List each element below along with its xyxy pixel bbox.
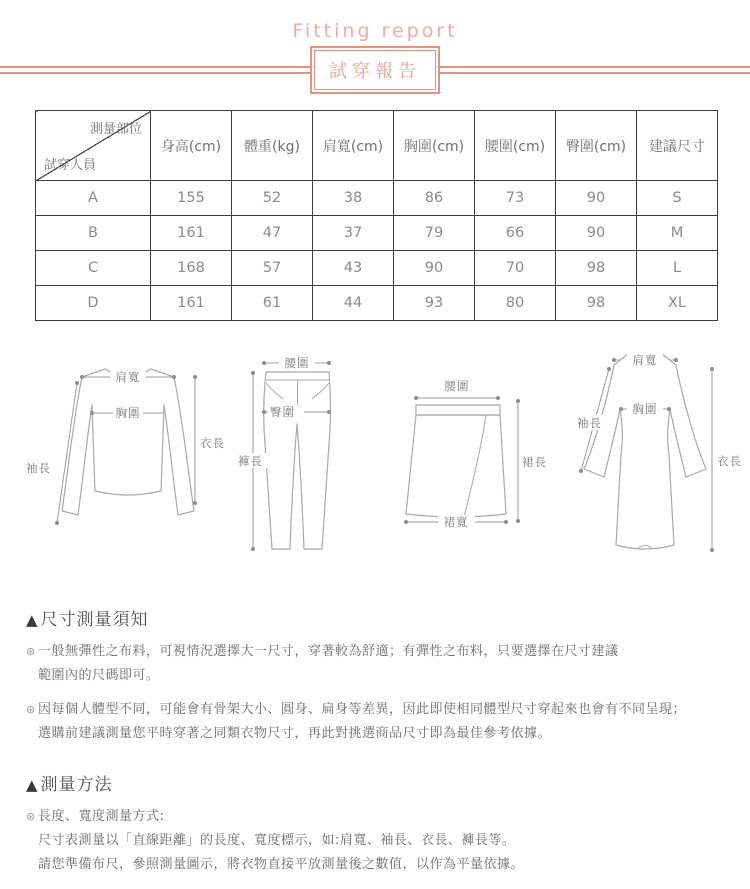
table-row bbox=[36, 181, 718, 216]
note-line: ⊛ 長度、寬度測量方式: bbox=[26, 805, 726, 829]
value-cell: 66 bbox=[475, 216, 556, 251]
person-cell: D bbox=[36, 286, 151, 321]
value-cell: 79 bbox=[394, 216, 475, 251]
table-row bbox=[36, 251, 718, 286]
triangle-marker-icon: ▲ bbox=[26, 611, 39, 629]
value-cell: L bbox=[637, 251, 718, 286]
top-sleeve-label: 袖長 bbox=[26, 461, 51, 475]
value-cell: 155 bbox=[151, 181, 232, 216]
col-header-weight: 體重(kg) bbox=[232, 111, 313, 181]
page-title-en: Fitting report bbox=[292, 20, 458, 42]
pants-waist-label: 腰圍 bbox=[284, 356, 310, 370]
size-table bbox=[35, 110, 718, 321]
value-cell: 44 bbox=[313, 286, 394, 321]
measurement-diagrams bbox=[0, 343, 750, 591]
corner-label-measure-part: 測量部位 bbox=[89, 122, 142, 137]
note-line: 範圍內的尺碼即可。 bbox=[38, 668, 160, 683]
corner-cell bbox=[36, 111, 151, 181]
dress-shoulder-label: 肩寬 bbox=[632, 353, 658, 367]
value-cell: 37 bbox=[313, 216, 394, 251]
triangle-marker-icon: ▲ bbox=[26, 776, 39, 794]
value-cell: 98 bbox=[556, 251, 637, 286]
skirt-waist-label: 腰圍 bbox=[444, 379, 470, 393]
table-row bbox=[36, 286, 718, 321]
value-cell: M bbox=[637, 216, 718, 251]
title-box bbox=[310, 46, 440, 94]
value-cell: 80 bbox=[475, 286, 556, 321]
person-cell: A bbox=[36, 181, 151, 216]
dress-sleeve-label: 袖長 bbox=[577, 416, 602, 430]
col-header-hip: 臀圍(cm) bbox=[556, 111, 637, 181]
dress-length-label: 衣長 bbox=[717, 454, 742, 468]
note-line: 尺寸表測量以「直線距離」的長度、寬度標示，如:肩寬、袖長、衣長、褲長等。 bbox=[38, 833, 516, 848]
value-cell: 61 bbox=[232, 286, 313, 321]
value-cell: 90 bbox=[394, 251, 475, 286]
measure-method-section bbox=[26, 770, 726, 877]
bullet-icon: ⊛ bbox=[26, 810, 36, 823]
col-header-height: 身高(cm) bbox=[151, 111, 232, 181]
value-cell: 98 bbox=[556, 286, 637, 321]
size-table-header-row bbox=[36, 111, 718, 181]
top-shoulder-label: 肩寬 bbox=[115, 370, 141, 384]
note-line: 選購前建議測量您平時穿著之同類衣物尺寸，再此對挑選商品尺寸即為最佳參考依據。 bbox=[38, 726, 552, 741]
pants-length-label: 褲長 bbox=[238, 454, 263, 468]
header-rule bbox=[0, 44, 750, 96]
note-line: 請您準備布尺，參照測量圖示，將衣物直接平放測量後之數值，以作為平量依據。 bbox=[38, 857, 525, 872]
value-cell: 38 bbox=[313, 181, 394, 216]
size-notes-heading: ▲ 尺寸測量須知 bbox=[26, 610, 149, 630]
dress-garment-diagram bbox=[576, 345, 746, 575]
note-line: ⊛ 因每個人體型不同，可能會有骨架大小、圓身、扁身等差異，因此即使相同體型尺寸穿起來也會有不同呈現； bbox=[26, 698, 726, 722]
person-cell: B bbox=[36, 216, 151, 251]
skirt-width-label: 裙寬 bbox=[443, 515, 469, 529]
col-header-shoulder: 肩寬(cm) bbox=[313, 111, 394, 181]
value-cell: 90 bbox=[556, 181, 637, 216]
value-cell: 52 bbox=[232, 181, 313, 216]
skirt-length-label: 裙長 bbox=[522, 455, 547, 469]
value-cell: 93 bbox=[394, 286, 475, 321]
col-header-chest: 胸圍(cm) bbox=[394, 111, 475, 181]
top-garment-diagram bbox=[25, 355, 225, 540]
value-cell: XL bbox=[637, 286, 718, 321]
size-notes-section bbox=[26, 605, 726, 746]
value-cell: 161 bbox=[151, 216, 232, 251]
note-line: ⊛ 一般無彈性之布料，可視情況選擇大一尺寸，穿著較為舒適；有彈性之布料，只要選擇在尺寸建議 bbox=[26, 640, 726, 664]
measure-method-heading: ▲ 測量方法 bbox=[26, 775, 113, 795]
col-header-size: 建議尺寸 bbox=[637, 111, 718, 181]
value-cell: 57 bbox=[232, 251, 313, 286]
corner-label-fitting-person: 試穿人員 bbox=[44, 158, 97, 173]
top-length-label: 衣長 bbox=[200, 436, 225, 450]
value-cell: 70 bbox=[475, 251, 556, 286]
value-cell: 168 bbox=[151, 251, 232, 286]
value-cell: 90 bbox=[556, 216, 637, 251]
page-title-zh: 試穿報告 bbox=[314, 50, 436, 90]
value-cell: 43 bbox=[313, 251, 394, 286]
col-header-waist: 腰圍(cm) bbox=[475, 111, 556, 181]
pants-garment-diagram bbox=[228, 349, 363, 559]
value-cell: 47 bbox=[232, 216, 313, 251]
bullet-icon: ⊛ bbox=[26, 645, 36, 658]
table-row bbox=[36, 216, 718, 251]
value-cell: 161 bbox=[151, 286, 232, 321]
top-chest-label: 胸圍 bbox=[115, 406, 141, 420]
value-cell: S bbox=[637, 181, 718, 216]
person-cell: C bbox=[36, 251, 151, 286]
skirt-garment-diagram bbox=[393, 379, 548, 529]
pants-hip-label: 臀圍 bbox=[270, 405, 295, 419]
value-cell: 86 bbox=[394, 181, 475, 216]
value-cell: 73 bbox=[475, 181, 556, 216]
bullet-icon: ⊛ bbox=[26, 703, 36, 716]
header bbox=[0, 0, 750, 96]
dress-chest-label: 胸圍 bbox=[632, 402, 658, 416]
